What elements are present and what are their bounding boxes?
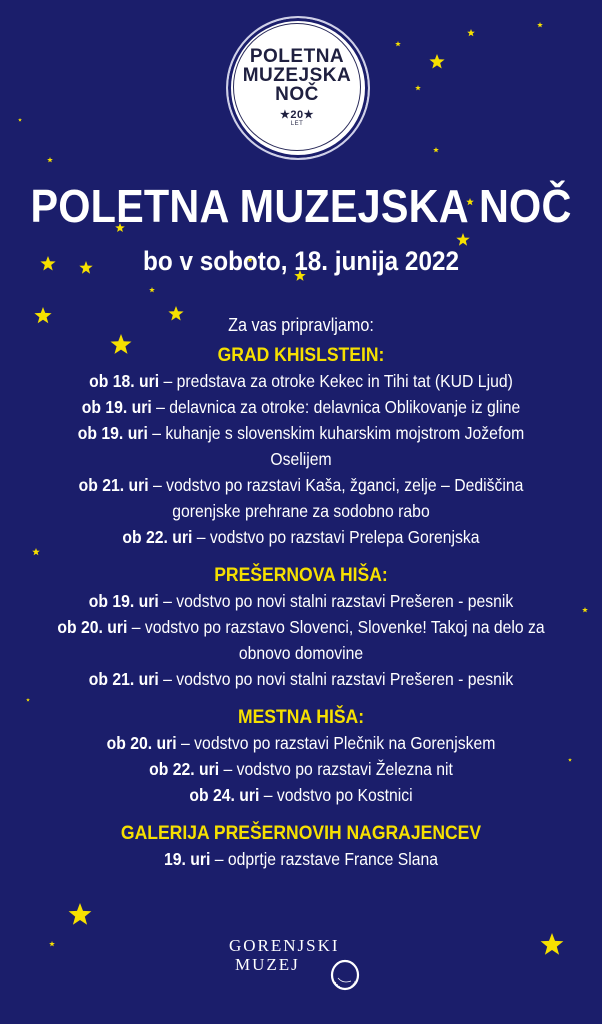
star-icon bbox=[433, 147, 439, 152]
star-icon bbox=[537, 22, 543, 27]
program-item-text: – vodstvo po razstavi Plečnik na Gorenjskem bbox=[176, 733, 496, 753]
star-icon bbox=[32, 548, 40, 555]
program-list bbox=[48, 312, 554, 884]
logo-years-unit: LET bbox=[290, 120, 304, 127]
star-icon bbox=[415, 85, 421, 90]
program-item bbox=[48, 666, 554, 692]
program-item bbox=[48, 524, 554, 550]
star-icon bbox=[582, 607, 588, 612]
section-title: GALERIJA PREŠERNOVIH NAGRAJENCEV bbox=[120, 822, 482, 844]
star-icon bbox=[49, 941, 55, 946]
ring-emblem-icon bbox=[329, 958, 361, 992]
program-item bbox=[48, 730, 554, 756]
program-item bbox=[48, 368, 554, 394]
program-section bbox=[48, 562, 554, 692]
program-item bbox=[48, 614, 554, 666]
program-item-text: – vodstvo po razstavi Železna nit bbox=[219, 759, 453, 779]
program-item bbox=[48, 782, 554, 808]
section-title: MESTNA HIŠA: bbox=[237, 706, 365, 728]
program-item-text: – kuhanje s slovenskim kuharskim mojstrom Jožefom Oselijem bbox=[147, 423, 525, 469]
program-item-time: ob 21. uri bbox=[78, 475, 149, 495]
program-item-text: – vodstvo po razstavi Kaša, žganci, zelje – Dediščina gorenjske prehrane za sodobno rabo bbox=[148, 475, 524, 521]
star-icon bbox=[568, 758, 572, 762]
program-item-time: 19. uri bbox=[163, 849, 211, 869]
section-title: PREŠERNOVA HIŠA: bbox=[214, 564, 388, 586]
program-item-time: ob 20. uri bbox=[106, 733, 177, 753]
program-item-time: ob 20. uri bbox=[57, 617, 128, 637]
program-section bbox=[48, 820, 554, 872]
program-item-time: ob 19. uri bbox=[81, 397, 152, 417]
program-item-time: ob 18. uri bbox=[89, 371, 160, 391]
program-item bbox=[48, 420, 554, 472]
event-logo-badge bbox=[233, 23, 361, 151]
program-item bbox=[48, 588, 554, 614]
program-item-text: – vodstvo po novi stalni razstavi Prešeren - pesnik bbox=[158, 669, 514, 689]
program-item-time: ob 22. uri bbox=[122, 527, 193, 547]
program-item-text: – delavnica za otroke: delavnica Oblikovanje iz gline bbox=[151, 397, 521, 417]
page-title: POLETNA MUZEJSKA NOČ bbox=[30, 180, 572, 232]
logo-years-number: 20 bbox=[290, 108, 304, 121]
program-item bbox=[48, 472, 554, 524]
star-icon bbox=[429, 54, 444, 69]
program-item bbox=[48, 756, 554, 782]
program-section bbox=[48, 342, 554, 550]
museum-logo-line-1: GORENJSKI bbox=[229, 936, 340, 955]
program-item-time: ob 19. uri bbox=[77, 423, 148, 443]
museum-logo bbox=[229, 936, 369, 1010]
program-item-text: – vodstvo po Kostnici bbox=[259, 785, 413, 805]
star-icon bbox=[69, 903, 92, 925]
program-item bbox=[48, 846, 554, 872]
museum-logo-line-2: MUZEJ bbox=[235, 955, 300, 974]
program-item-text: – vodstvo po razstavo Slovenci, Slovenke! Takoj na delo za obnovo domovine bbox=[127, 617, 545, 663]
program-item-time: ob 22. uri bbox=[149, 759, 220, 779]
logo-years: ★20★ bbox=[280, 108, 314, 121]
star-icon bbox=[149, 287, 155, 292]
star-icon bbox=[18, 118, 22, 122]
logo-line-2: MUZEJSKA bbox=[242, 64, 352, 86]
program-item-time: ob 21. uri bbox=[88, 669, 159, 689]
program-item bbox=[48, 394, 554, 420]
program-item-text: – odprtje razstave France Slana bbox=[210, 849, 439, 869]
program-item-text: – predstava za otroke Kekec in Tihi tat (KUD Ljud) bbox=[159, 371, 513, 391]
star-icon bbox=[26, 698, 30, 702]
program-section bbox=[48, 704, 554, 808]
program-item-time: ob 19. uri bbox=[88, 591, 159, 611]
program-item-text: – vodstvo po razstavi Prelepa Gorenjska bbox=[192, 527, 480, 547]
logo-line-3: NOČ bbox=[275, 83, 319, 105]
star-icon bbox=[467, 29, 475, 36]
star-icon bbox=[456, 233, 469, 246]
program-item-text: – vodstvo po novi stalni razstavi Prešeren - pesnik bbox=[158, 591, 514, 611]
logo-line-1: POLETNA bbox=[249, 45, 345, 67]
event-date: bo v soboto, 18. junija 2022 bbox=[143, 246, 459, 276]
star-icon bbox=[395, 41, 401, 46]
star-icon bbox=[541, 933, 564, 955]
program-item-time: ob 24. uri bbox=[189, 785, 260, 805]
program-intro: Za vas pripravljamo: bbox=[228, 315, 374, 335]
star-icon bbox=[47, 157, 53, 162]
section-title: GRAD KHISLSTEIN: bbox=[217, 344, 385, 366]
event-logo bbox=[226, 16, 370, 160]
